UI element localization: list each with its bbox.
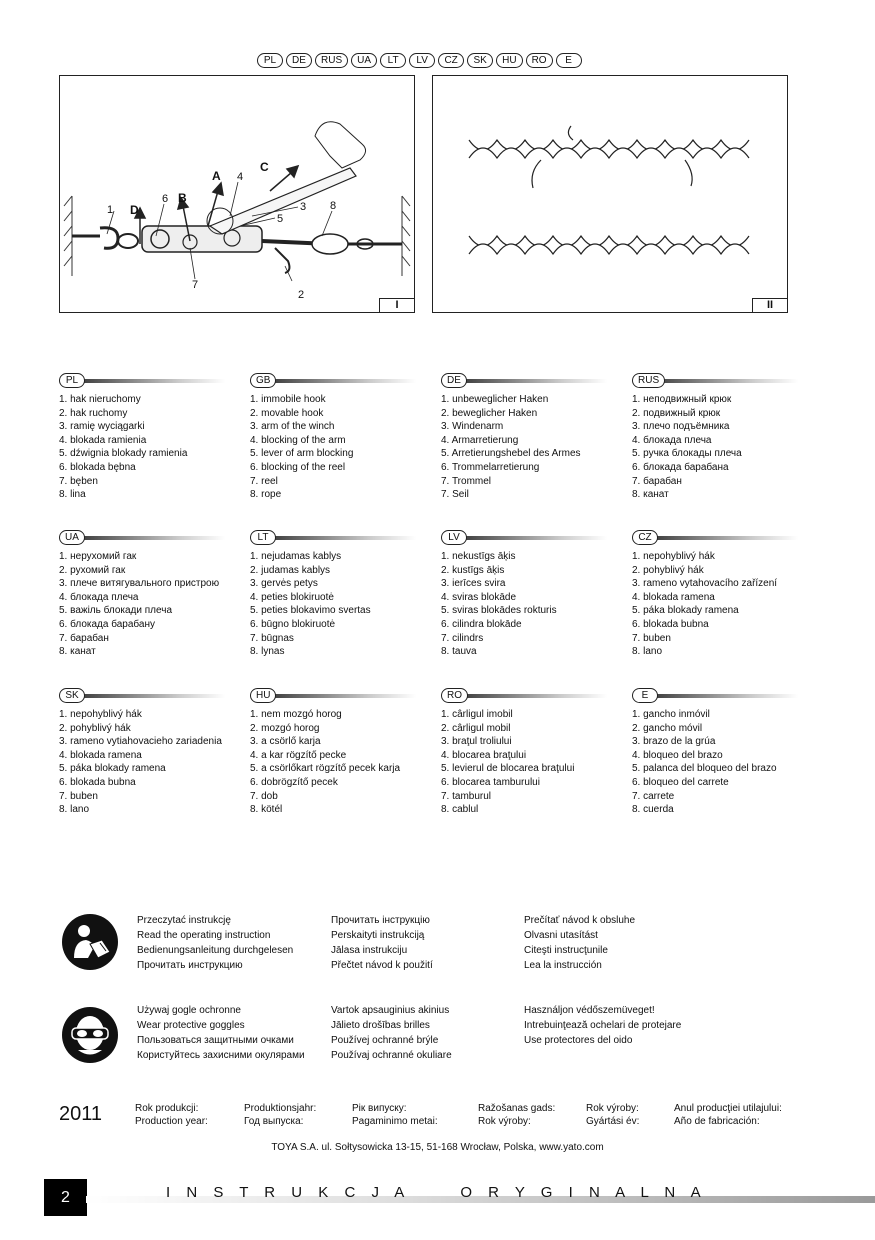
list-item: 4. blokada ramienia xyxy=(59,434,147,446)
list-item: 4. блокада плеча xyxy=(59,591,139,603)
lang-pill: HU xyxy=(250,688,276,703)
lang-pill: E xyxy=(556,53,582,68)
list-item: 5. sviras blokādes rokturis xyxy=(441,605,557,617)
list-item: 7. dob xyxy=(250,790,278,802)
instruction-col-1: Przeczytać instrukcję Read the operating instruction Bedienungsanleitung durchgelesen Прочитать инструкцию xyxy=(137,915,294,971)
list-item: 6. blocking of the reel xyxy=(250,461,346,473)
parts-legend-ua xyxy=(59,530,229,659)
list-item: 8. cablul xyxy=(441,804,479,816)
callout-7: 7 xyxy=(192,279,199,291)
callout-1: 1 xyxy=(107,204,114,216)
figure-label: I xyxy=(379,298,415,313)
list-item: 3. braţul troliului xyxy=(441,736,512,748)
callout-3: 3 xyxy=(300,201,307,213)
list-item: 8. канат xyxy=(59,646,96,658)
list-item: 3. ramię wyciągarki xyxy=(59,421,145,433)
list-item: 3. brazo de la grúa xyxy=(632,736,716,748)
list-item: 7. carrete xyxy=(632,790,675,802)
list-item: 4. Armarretierung xyxy=(441,434,519,446)
list-item: 8. lano xyxy=(632,646,663,658)
lang-pill: RUS xyxy=(315,53,348,68)
list-item: 7. tamburul xyxy=(441,790,492,802)
list-item: 1. nejudamas kablys xyxy=(250,551,342,562)
goggles-col-2: Vartok apsauginius akinius Jālieto drošības brilles Používej ochranné brýle Používaj ochranné okuliare xyxy=(331,1005,452,1061)
lang-pill: GB xyxy=(250,373,276,388)
list-item: 2. mozgó horog xyxy=(250,722,320,734)
list-item: 6. блокада барабану xyxy=(59,618,156,630)
parts-legend-cz xyxy=(632,530,802,659)
list-item: 6. bloqueo del carrete xyxy=(632,776,729,788)
year-label-ro-e: Anul producţiei utilajului: Año de fabricación: xyxy=(674,1103,782,1127)
callout-6: 6 xyxy=(162,193,169,205)
lang-pill: UA xyxy=(59,530,85,545)
parts-legend-hu xyxy=(250,688,420,817)
year-label-sk-hu: Rok výroby: Gyártási év: xyxy=(586,1103,640,1127)
figure-label: II xyxy=(752,298,788,313)
lang-pill: LV xyxy=(441,530,467,545)
list-item: 1. nepohyblivý hák xyxy=(59,709,142,720)
callout-5: 5 xyxy=(277,213,284,225)
list-item: 5. ручка блокады плеча xyxy=(632,448,742,460)
figure-rope-diagram xyxy=(432,75,788,313)
list-item: 5. важіль блокади плеча xyxy=(59,605,173,617)
list-item: 6. cilindra blokāde xyxy=(441,618,522,630)
lang-pill: DE xyxy=(441,373,467,388)
list-item: 7. buben xyxy=(59,790,98,802)
list-item: 5. levierul de blocarea braţului xyxy=(441,763,575,775)
winch-illustration xyxy=(60,76,414,312)
lang-pill: RO xyxy=(441,688,468,703)
goggles-col-3: Használjon védőszemüveget! Intrebuinţează ochelari de protejare Use protectores del oido xyxy=(524,1005,682,1046)
list-item: 2. movable hook xyxy=(250,407,324,419)
list-item: 4. peties blokiruotė xyxy=(250,591,334,603)
parts-legend-lv xyxy=(441,530,611,659)
list-item: 2. pohyblivý hák xyxy=(632,564,704,576)
list-item: 8. tauva xyxy=(441,646,477,658)
year-label-pl-gb: Rok produkcji: Production year: xyxy=(135,1103,208,1127)
lang-pill: CZ xyxy=(632,530,658,545)
lang-pill: PL xyxy=(257,53,283,68)
list-item: 4. a kar rögzítő pecke xyxy=(250,749,347,761)
page-number: 2 xyxy=(44,1179,87,1216)
parts-legend-ro xyxy=(441,688,611,817)
year-label-de-rus: Produktionsjahr: Год выпуска: xyxy=(244,1103,317,1127)
list-item: 1. nepohyblivý hák xyxy=(632,551,715,562)
list-item: 3. gervės petys xyxy=(250,578,318,590)
list-item: 6. blokada bubna xyxy=(632,618,709,630)
list-item: 2. рухомий гак xyxy=(59,564,126,576)
footer-title: I N S T R U K C J A O R Y G I N A L N A xyxy=(166,1184,707,1201)
list-item: 2. cârligul mobil xyxy=(441,722,511,734)
list-item: 5. dźwignia blokady ramienia xyxy=(59,448,188,460)
rope-illustration xyxy=(433,76,787,312)
list-item: 3. плече витягувального пристрою xyxy=(59,578,220,590)
lang-pill: CZ xyxy=(438,53,464,68)
callout-c: C xyxy=(260,160,269,174)
callout-4: 4 xyxy=(237,171,244,183)
list-item: 8. kötél xyxy=(250,804,283,816)
figure-winch-diagram xyxy=(59,75,415,313)
list-item: 5. páka blokady ramena xyxy=(632,605,739,617)
list-item: 1. immobile hook xyxy=(250,394,326,405)
list-item: 4. blocking of the arm xyxy=(250,434,346,446)
list-item: 2. pohyblivý hák xyxy=(59,722,131,734)
list-item: 2. подвижный крюк xyxy=(632,407,721,419)
list-item: 7. барабан xyxy=(632,475,682,487)
list-item: 2. beweglicher Haken xyxy=(441,407,538,419)
list-item: 4. blocarea braţului xyxy=(441,749,527,761)
list-item: 4. bloqueo del brazo xyxy=(632,749,723,761)
list-item: 4. блокада плеча xyxy=(632,434,712,446)
lang-pill: LT xyxy=(250,530,276,545)
list-item: 7. buben xyxy=(632,632,671,644)
list-item: 1. gancho inmóvil xyxy=(632,709,710,720)
list-item: 8. канат xyxy=(632,489,669,501)
parts-legend-rus xyxy=(632,373,802,502)
list-item: 4. blokada ramena xyxy=(59,749,142,761)
list-item: 2. judamas kablys xyxy=(250,564,331,576)
parts-legend-e xyxy=(632,688,802,817)
list-item: 2. gancho móvil xyxy=(632,722,703,734)
list-item: 5. Arretierungshebel des Armes xyxy=(441,448,581,460)
lang-pill: RUS xyxy=(632,373,665,388)
read-manual-icon xyxy=(62,914,118,970)
list-item: 4. sviras blokāde xyxy=(441,591,517,603)
instruction-col-3: Prečítať návod k obsluhe Olvasni utasítást Citeşti instrucţunile Lea la instrucción xyxy=(524,915,636,971)
list-item: 8. cuerda xyxy=(632,804,674,816)
lang-pill: UA xyxy=(351,53,377,68)
list-item: 7. Trommel xyxy=(441,475,492,487)
list-item: 5. lever of arm blocking xyxy=(250,448,354,460)
list-item: 3. a csörlő karja xyxy=(250,736,321,748)
list-item: 1. unbeweglicher Haken xyxy=(441,394,549,405)
goggles-icon xyxy=(62,1007,118,1063)
list-item: 6. блокада барабана xyxy=(632,461,729,473)
list-item: 6. dobrögzítő pecek xyxy=(250,776,338,788)
list-item: 2. hak ruchomy xyxy=(59,407,128,419)
list-item: 3. arm of the winch xyxy=(250,421,335,433)
callout-d: D xyxy=(130,203,139,217)
list-item: 1. неподвижный крюк xyxy=(632,394,732,405)
list-item: 6. blokada bubna xyxy=(59,776,136,788)
list-item: 3. плечо подъёмника xyxy=(632,421,730,433)
list-item: 6. blokada bębna xyxy=(59,461,136,473)
list-item: 3. ierīces svira xyxy=(441,578,506,590)
callout-8: 8 xyxy=(330,200,337,212)
parts-legend-pl xyxy=(59,373,229,502)
list-item: 5. peties blokavimo svertas xyxy=(250,605,371,617)
production-year: 2011 xyxy=(59,1103,103,1125)
list-item: 7. bęben xyxy=(59,475,98,487)
list-item: 2. kustīgs āķis xyxy=(441,564,505,576)
list-item: 4. blokada ramena xyxy=(632,591,715,603)
lang-pill: LV xyxy=(409,53,435,68)
lang-pill: PL xyxy=(59,373,85,388)
list-item: 7. reel xyxy=(250,475,278,487)
parts-legend-de xyxy=(441,373,611,502)
year-label-ua-lt: Рік випуску: Pagaminimo metai: xyxy=(352,1103,438,1127)
list-item: 6. blocarea tamburului xyxy=(441,776,540,788)
list-item: 5. palanca del bloqueo del brazo xyxy=(632,763,777,775)
goggles-col-1: Używaj gogle ochronne Wear protective goggles Пользоваться защитными очками Користуйтесь захисними окулярами xyxy=(137,1005,305,1061)
list-item: 8. lano xyxy=(59,804,90,816)
lang-pill: DE xyxy=(286,53,312,68)
year-label-lv-cz: Ražošanas gads: Rok výroby: xyxy=(478,1103,556,1127)
list-item: 6. būgno blokiruotė xyxy=(250,618,336,630)
lang-pill: LT xyxy=(380,53,406,68)
instruction-col-2: Прочитать інструкцію Perskaityti instrukciją Jālasa instrukciju Přečtet návod k použití xyxy=(331,915,433,971)
parts-legend-lt xyxy=(250,530,420,659)
parts-legend-gb xyxy=(250,373,420,502)
list-item: 7. барабан xyxy=(59,632,109,644)
list-item: 1. nem mozgó horog xyxy=(250,709,342,720)
language-code-row xyxy=(257,50,585,68)
callout-2: 2 xyxy=(298,289,305,301)
parts-legend-sk xyxy=(59,688,229,817)
list-item: 1. nekustīgs āķis xyxy=(441,551,516,562)
list-item: 3. rameno vytahovacího zařízení xyxy=(632,578,778,590)
list-item: 5. páka blokady ramena xyxy=(59,763,166,775)
list-item: 8. lina xyxy=(59,489,86,501)
callout-a: A xyxy=(212,169,221,183)
list-item: 8. lynas xyxy=(250,646,285,658)
lang-pill: E xyxy=(632,688,658,703)
lang-pill: SK xyxy=(59,688,85,703)
company-address: TOYA S.A. ul. Sołtysowicka 13-15, 51-168 Wrocław, Polska, www.yato.com xyxy=(271,1142,604,1153)
list-item: 1. cârligul imobil xyxy=(441,709,513,720)
list-item: 5. a csörlőkart rögzítő pecek karja xyxy=(250,763,401,775)
list-item: 7. būgnas xyxy=(250,632,294,644)
lang-pill: HU xyxy=(496,53,522,68)
list-item: 3. rameno vytiahovacieho zariadenia xyxy=(59,736,222,748)
list-item: 7. Seil xyxy=(441,489,469,501)
list-item: 1. hak nieruchomy xyxy=(59,394,141,405)
lang-pill: RO xyxy=(526,53,553,68)
list-item: 6. Trommelarretierung xyxy=(441,461,540,473)
list-item: 1. нерухомий гак xyxy=(59,551,137,562)
list-item: 7. cilindrs xyxy=(441,632,484,644)
list-item: 8. rope xyxy=(250,489,282,501)
list-item: 3. Windenarm xyxy=(441,421,504,433)
callout-b: B xyxy=(178,191,187,205)
lang-pill: SK xyxy=(467,53,493,68)
